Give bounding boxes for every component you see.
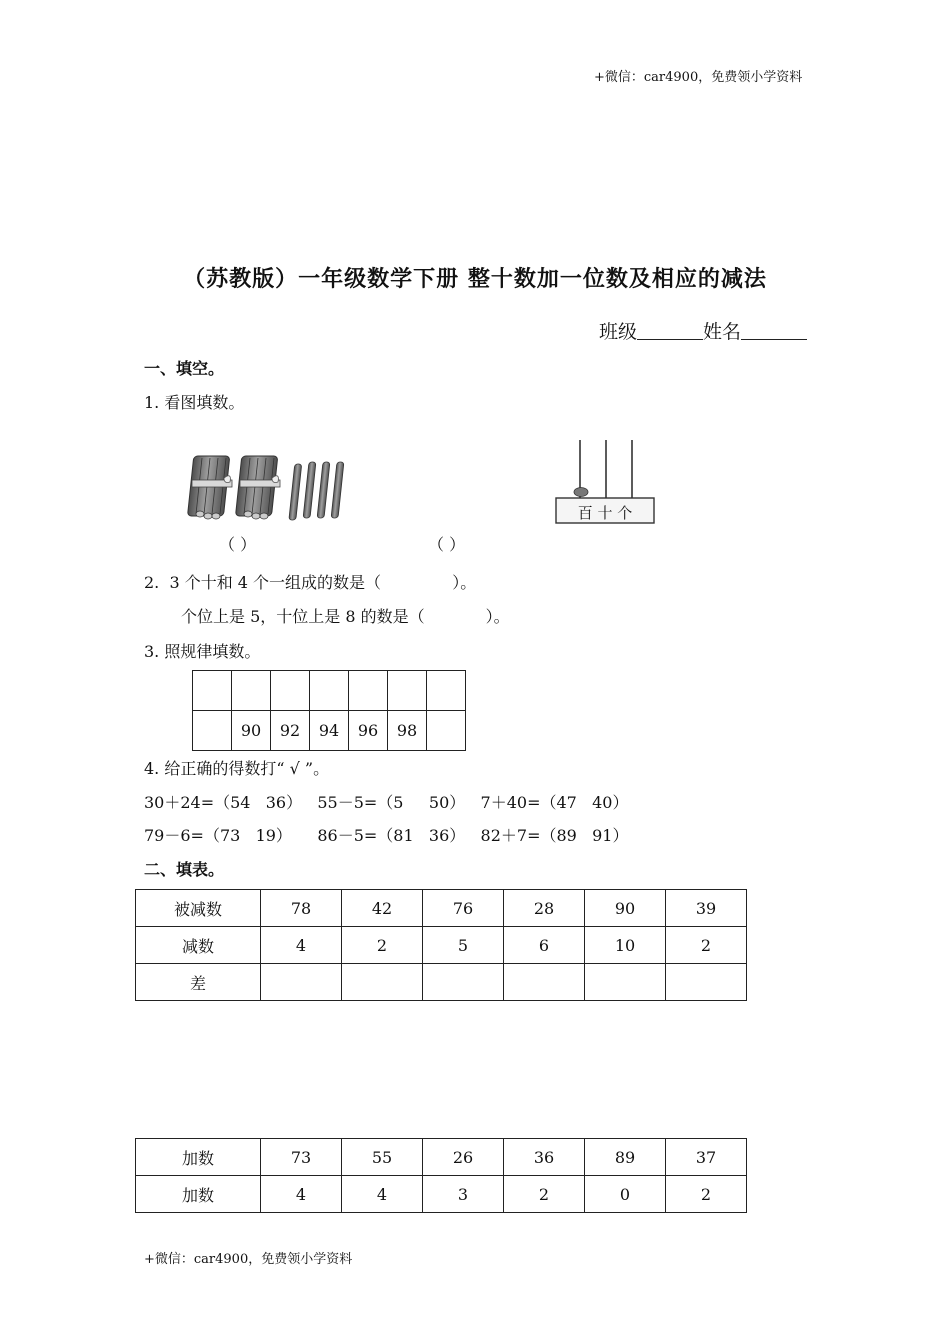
q4-line2: 79－6=（73 19） 86－5=（81 36） 82＋7=（89 91）	[144, 826, 629, 845]
seq-cell: 90	[232, 711, 271, 751]
stick-bundles-icon	[186, 452, 356, 524]
abacus-labels: 百 十 个	[577, 504, 633, 522]
table-cell: 6	[504, 927, 585, 964]
q4-text: 4. 给正确的得数打“ √ ”。	[144, 759, 330, 778]
table-cell: 2	[666, 1176, 747, 1213]
table-cell: 26	[423, 1139, 504, 1176]
table-cell: 42	[342, 890, 423, 927]
table-row	[136, 927, 747, 964]
class-name-line	[599, 317, 807, 344]
table-cell: 55	[342, 1139, 423, 1176]
name-blank[interactable]	[741, 321, 807, 340]
table-cell: 2	[504, 1176, 585, 1213]
answer-cell[interactable]	[666, 964, 747, 1001]
table-cell: 3	[423, 1176, 504, 1213]
addition-table	[135, 1138, 747, 1213]
seq-cell[interactable]	[271, 671, 310, 711]
table-cell: 39	[666, 890, 747, 927]
stick-bundles-illustration	[186, 452, 356, 524]
table-cell: 89	[585, 1139, 666, 1176]
section2-heading: 二、填表。	[144, 860, 225, 879]
row-header-addend: 加数	[136, 1176, 261, 1213]
answer-cell[interactable]	[261, 964, 342, 1001]
table-cell: 73	[261, 1139, 342, 1176]
seq-cell: 98	[388, 711, 427, 751]
table-cell: 10	[585, 927, 666, 964]
class-blank[interactable]	[637, 321, 703, 340]
seq-cell[interactable]	[193, 711, 232, 751]
answer-cell[interactable]	[585, 964, 666, 1001]
table-cell: 90	[585, 890, 666, 927]
table-cell: 4	[261, 927, 342, 964]
seq-cell: 92	[271, 711, 310, 751]
table-cell: 2	[666, 927, 747, 964]
seq-cell[interactable]	[427, 671, 466, 711]
row-header-minuend: 被减数	[136, 890, 261, 927]
table-cell: 0	[585, 1176, 666, 1213]
table-cell: 36	[504, 1139, 585, 1176]
q1-text: 1. 看图填数。	[144, 393, 245, 412]
table-cell: 5	[423, 927, 504, 964]
row-header-difference: 差	[136, 964, 261, 1001]
page-header: +微信：car4900，免费领小学资料	[594, 70, 803, 85]
sequence-row-top	[193, 671, 466, 711]
table-cell: 4	[261, 1176, 342, 1213]
answer-cell[interactable]	[342, 964, 423, 1001]
sequence-row-bottom	[193, 711, 466, 751]
table-cell: 76	[423, 890, 504, 927]
class-label: 班级	[598, 321, 637, 343]
table-cell: 2	[342, 927, 423, 964]
q3-text: 3. 照规律填数。	[144, 642, 261, 661]
abacus-illustration	[554, 438, 658, 528]
table-cell: 37	[666, 1139, 747, 1176]
q2-line1: 2. 3 个十和 4 个一组成的数是（ ）。	[144, 573, 477, 592]
seq-cell[interactable]	[427, 711, 466, 751]
page-footer: +微信：car4900，免费领小学资料	[144, 1252, 353, 1267]
answer-cell[interactable]	[423, 964, 504, 1001]
seq-cell[interactable]	[388, 671, 427, 711]
table-cell: 28	[504, 890, 585, 927]
table-row	[136, 964, 747, 1001]
seq-cell[interactable]	[193, 671, 232, 711]
q1-blank-right[interactable]: （ ）	[428, 535, 466, 554]
seq-cell[interactable]	[349, 671, 388, 711]
seq-cell[interactable]	[232, 671, 271, 711]
q4-line1: 30＋24=（54 36） 55－5=（5 50） 7＋40=（47 40）	[144, 793, 629, 812]
table-row	[136, 890, 747, 927]
section1-heading: 一、填空。	[144, 359, 225, 378]
q1-blank-left[interactable]: （ ）	[219, 535, 257, 554]
row-header-addend: 加数	[136, 1139, 261, 1176]
table-row	[136, 1139, 747, 1176]
table-row	[136, 1176, 747, 1213]
seq-cell[interactable]	[310, 671, 349, 711]
seq-cell: 96	[349, 711, 388, 751]
name-label: 姓名	[702, 321, 741, 343]
q2-line2: 个位上是 5，十位上是 8 的数是（ ）。	[181, 607, 510, 626]
table-cell: 4	[342, 1176, 423, 1213]
sequence-table	[192, 670, 466, 751]
page-title: （苏教版）一年级数学下册 整十数加一位数及相应的减法	[183, 266, 767, 292]
answer-cell[interactable]	[504, 964, 585, 1001]
table-cell: 78	[261, 890, 342, 927]
subtraction-table	[135, 889, 747, 1001]
row-header-subtrahend: 减数	[136, 927, 261, 964]
seq-cell: 94	[310, 711, 349, 751]
